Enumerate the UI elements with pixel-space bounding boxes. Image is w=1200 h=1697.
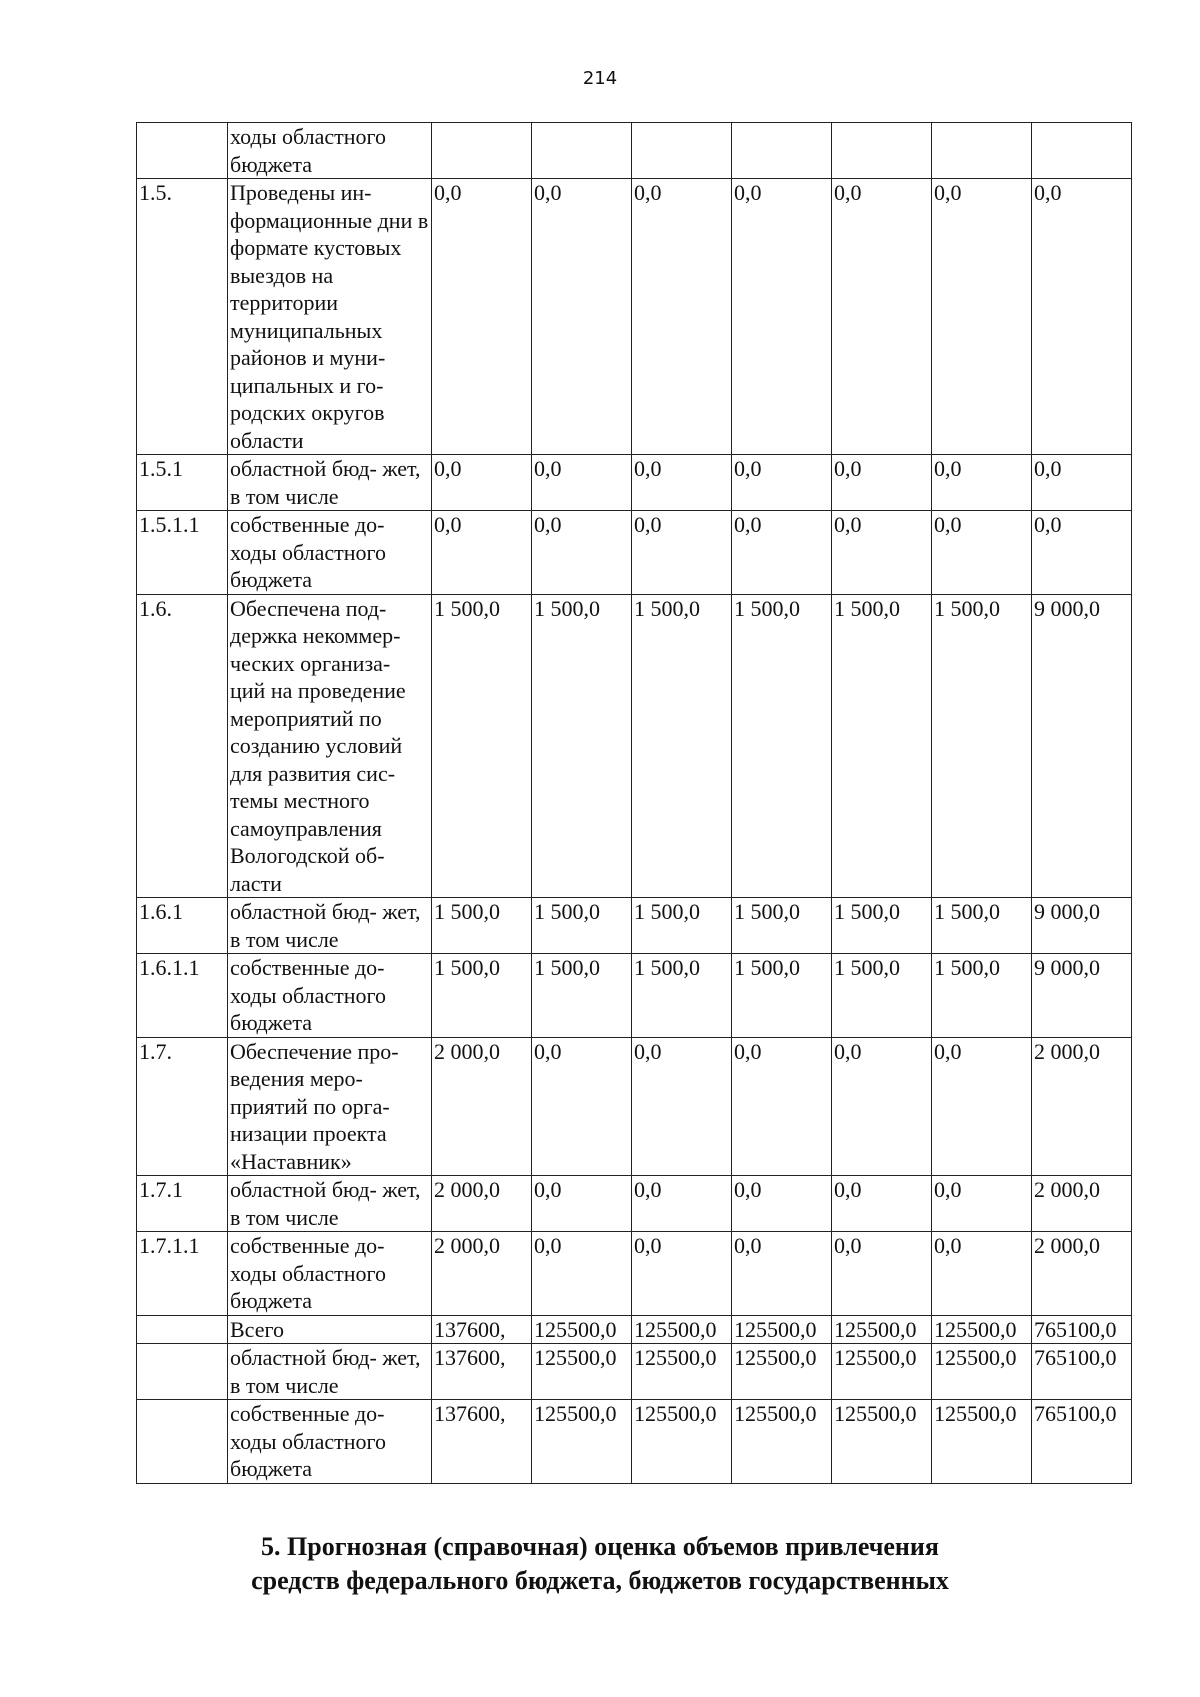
row-value: 1 500,0 [732, 954, 832, 1038]
row-value: 0,0 [1032, 511, 1132, 595]
row-value: 1 500,0 [632, 594, 732, 898]
row-value: 125500,0 [932, 1344, 1032, 1400]
row-value: 125500,0 [532, 1315, 632, 1344]
row-value: 125500,0 [832, 1344, 932, 1400]
row-value: 1 500,0 [932, 594, 1032, 898]
row-value: 0,0 [632, 511, 732, 595]
row-value: 1 500,0 [832, 898, 932, 954]
row-name: собственные до- ходы областного бюджета [228, 511, 432, 595]
row-value: 0,0 [532, 179, 632, 455]
row-value: 0,0 [432, 511, 532, 595]
row-value [832, 123, 932, 179]
row-value: 0,0 [632, 455, 732, 511]
row-name: ходы областного бюджета [228, 123, 432, 179]
row-value: 1 500,0 [532, 898, 632, 954]
table-row [137, 898, 1132, 954]
row-name: Всего [228, 1315, 432, 1344]
row-name: собственные до- ходы областного бюджета [228, 954, 432, 1038]
row-value: 0,0 [732, 1232, 832, 1316]
row-value [432, 123, 532, 179]
row-value: 0,0 [932, 511, 1032, 595]
row-value: 0,0 [432, 455, 532, 511]
row-value: 2 000,0 [1032, 1176, 1132, 1232]
row-code: 1.5.1 [137, 455, 228, 511]
row-value: 125500,0 [632, 1344, 732, 1400]
row-value: 0,0 [932, 1232, 1032, 1316]
table-row [137, 123, 1132, 179]
row-value: 0,0 [532, 1037, 632, 1176]
row-value: 0,0 [932, 1037, 1032, 1176]
row-value: 0,0 [932, 1176, 1032, 1232]
row-code: 1.5.1.1 [137, 511, 228, 595]
row-value: 9 000,0 [1032, 954, 1132, 1038]
table-row [137, 954, 1132, 1038]
row-value [932, 123, 1032, 179]
row-code [137, 123, 228, 179]
table-row [137, 511, 1132, 595]
row-value: 0,0 [732, 455, 832, 511]
table-row [137, 455, 1132, 511]
budget-table [136, 122, 1132, 1484]
row-value: 125500,0 [632, 1315, 732, 1344]
row-value: 0,0 [1032, 455, 1132, 511]
row-value: 125500,0 [632, 1400, 732, 1484]
row-value: 0,0 [732, 179, 832, 455]
table-row [137, 1037, 1132, 1176]
table-body [137, 123, 1132, 1484]
row-name: Обеспечение про- ведения меро- приятий по орга- низации проекта «Наставник» [228, 1037, 432, 1176]
row-value: 125500,0 [832, 1400, 932, 1484]
row-code: 1.6.1.1 [137, 954, 228, 1038]
table-row [137, 1232, 1132, 1316]
row-value: 1 500,0 [432, 954, 532, 1038]
section-heading [0, 1530, 1200, 1598]
row-value: 765100,0 [1032, 1344, 1132, 1400]
row-value: 1 500,0 [932, 954, 1032, 1038]
row-name: собственные до- ходы областного бюджета [228, 1400, 432, 1484]
row-code: 1.6.1 [137, 898, 228, 954]
row-value: 9 000,0 [1032, 594, 1132, 898]
row-value [532, 123, 632, 179]
row-name: областной бюд- жет, в том числе [228, 455, 432, 511]
row-value: 125500,0 [732, 1400, 832, 1484]
row-code: 1.7. [137, 1037, 228, 1176]
row-value: 0,0 [632, 1232, 732, 1316]
row-value: 2 000,0 [432, 1037, 532, 1176]
row-value: 1 500,0 [832, 954, 932, 1038]
row-value: 2 000,0 [432, 1176, 532, 1232]
table-row [137, 1344, 1132, 1400]
section-heading-line-2: средств федерального бюджета, бюджетов государственных [251, 1566, 949, 1595]
row-value: 2 000,0 [1032, 1232, 1132, 1316]
row-value: 125500,0 [932, 1315, 1032, 1344]
row-value: 0,0 [732, 511, 832, 595]
row-value [632, 123, 732, 179]
row-value: 137600, [432, 1344, 532, 1400]
row-value: 1 500,0 [832, 594, 932, 898]
row-value: 0,0 [832, 1176, 932, 1232]
row-value: 125500,0 [932, 1400, 1032, 1484]
row-value: 0,0 [532, 1232, 632, 1316]
row-value [1032, 123, 1132, 179]
row-value: 0,0 [1032, 179, 1132, 455]
row-code [137, 1400, 228, 1484]
row-value: 0,0 [832, 1232, 932, 1316]
row-value: 0,0 [832, 1037, 932, 1176]
row-value: 0,0 [832, 511, 932, 595]
row-name: Обеспечена под- держка некоммер- ческих организа- ций на проведение мероприятий по созданию условий для развития сис- темы местного самоуправления Вологодской об- ласти [228, 594, 432, 898]
row-code [137, 1344, 228, 1400]
row-value: 1 500,0 [432, 898, 532, 954]
row-value: 0,0 [432, 179, 532, 455]
row-name: Проведены ин- формационные дни в формате кустовых выездов на территории муниципальных районов и муни- ципальных и го- родских округов области [228, 179, 432, 455]
row-value: 125500,0 [732, 1315, 832, 1344]
row-value: 0,0 [832, 179, 932, 455]
row-value: 1 500,0 [632, 954, 732, 1038]
row-value: 125500,0 [532, 1400, 632, 1484]
table-row [137, 1176, 1132, 1232]
table-row [137, 1315, 1132, 1344]
row-value: 0,0 [832, 455, 932, 511]
page-number: 214 [582, 68, 618, 89]
row-value: 1 500,0 [532, 954, 632, 1038]
row-value: 1 500,0 [532, 594, 632, 898]
row-value: 1 500,0 [432, 594, 532, 898]
row-code: 1.6. [137, 594, 228, 898]
row-value: 0,0 [632, 1176, 732, 1232]
row-value: 0,0 [932, 179, 1032, 455]
row-value: 9 000,0 [1032, 898, 1132, 954]
row-value: 0,0 [932, 455, 1032, 511]
row-value: 1 500,0 [732, 898, 832, 954]
row-value: 125500,0 [532, 1344, 632, 1400]
row-value: 125500,0 [732, 1344, 832, 1400]
row-value [732, 123, 832, 179]
row-value: 2 000,0 [432, 1232, 532, 1316]
row-value: 0,0 [632, 179, 732, 455]
row-value: 137600, [432, 1315, 532, 1344]
row-value: 765100,0 [1032, 1315, 1132, 1344]
row-name: областной бюд- жет, в том числе [228, 898, 432, 954]
row-name: собственные до- ходы областного бюджета [228, 1232, 432, 1316]
row-value: 0,0 [632, 1037, 732, 1176]
row-value: 1 500,0 [732, 594, 832, 898]
row-value: 1 500,0 [632, 898, 732, 954]
table-row [137, 594, 1132, 898]
row-value: 1 500,0 [932, 898, 1032, 954]
row-value: 0,0 [732, 1037, 832, 1176]
row-value: 125500,0 [832, 1315, 932, 1344]
row-name: областной бюд- жет, в том числе [228, 1344, 432, 1400]
row-value: 0,0 [532, 455, 632, 511]
table-row [137, 1400, 1132, 1484]
section-heading-line-1: 5. Прогнозная (справочная) оценка объемов привлечения [261, 1532, 939, 1561]
row-code [137, 1315, 228, 1344]
table-row [137, 179, 1132, 455]
row-code: 1.5. [137, 179, 228, 455]
row-value: 765100,0 [1032, 1400, 1132, 1484]
row-code: 1.7.1.1 [137, 1232, 228, 1316]
row-code: 1.7.1 [137, 1176, 228, 1232]
row-value: 137600, [432, 1400, 532, 1484]
row-value: 0,0 [532, 511, 632, 595]
row-value: 0,0 [732, 1176, 832, 1232]
row-name: областной бюд- жет, в том числе [228, 1176, 432, 1232]
row-value: 2 000,0 [1032, 1037, 1132, 1176]
row-value: 0,0 [532, 1176, 632, 1232]
